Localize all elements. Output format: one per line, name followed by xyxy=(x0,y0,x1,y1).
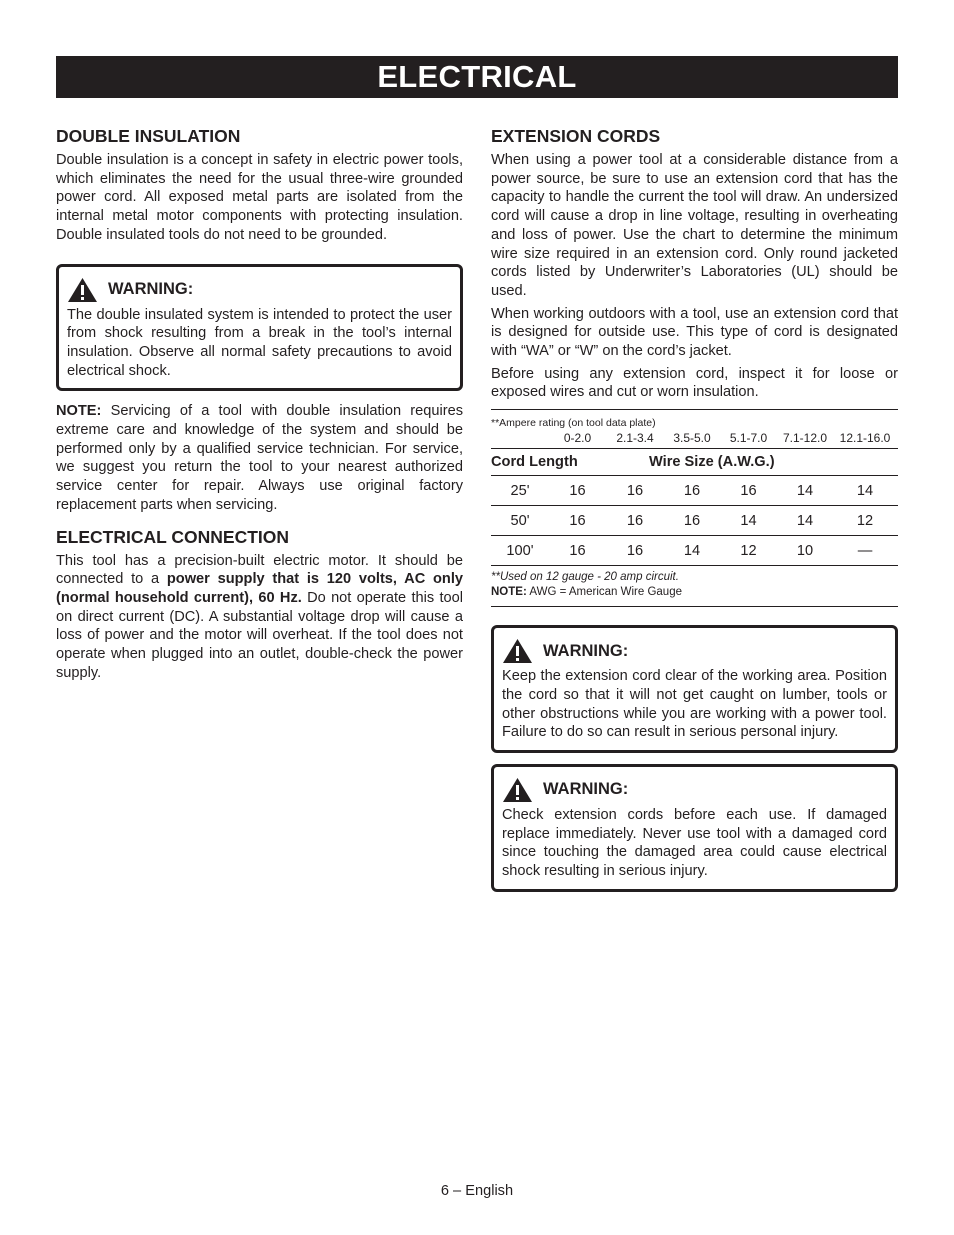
warning-header xyxy=(502,777,887,803)
ampere-range: 12.1-16.0 xyxy=(839,431,891,446)
wire-size-cell: 16 xyxy=(626,482,644,499)
wire-size-cell: 14 xyxy=(796,482,814,499)
ampere-range: 7.1-12.0 xyxy=(782,431,828,446)
extension-cords-heading: EXTENSION CORDS xyxy=(491,126,661,146)
warning-box-insulation xyxy=(56,264,463,392)
servicing-note xyxy=(56,402,463,514)
table-row xyxy=(491,506,898,536)
table-notes xyxy=(491,566,898,607)
warning-header xyxy=(502,638,887,664)
warning-text: The double insulated system is intended to protect the user from shock resulting from a break in the tool’s internal insulation. Observe all normal safety precautions to avoid electrical shock. xyxy=(67,306,452,379)
extension-cords-para-1: When using a power tool at a considerable distance from a power source, be sure to use an extension cord that has the capacity to handle the current the tool will draw. An undersized cord will cause a drop in line voltage, resulting in overheating and loss of power. Use the chart to determine the minimum wire size required in an extension cord. Only round jacketed cords listed by Underwriter’s Laboratories (UL) should be used. xyxy=(491,152,898,299)
wire-size-cell: 16 xyxy=(626,512,644,529)
power-supply-spec: power supply that is 120 volts, AC only (normal household current), 60 Hz. xyxy=(56,571,463,606)
cord-length-cell: 100' xyxy=(506,542,534,559)
electrical-connection-heading: ELECTRICAL CONNECTION xyxy=(56,526,290,547)
cord-length-cell: 25' xyxy=(510,482,530,499)
wire-size-cell: 16 xyxy=(683,482,701,499)
warning-title: WARNING: xyxy=(543,641,629,660)
wire-size-cell: 14 xyxy=(740,512,757,529)
wire-size-cell: 16 xyxy=(569,542,586,559)
table-header-row xyxy=(491,448,898,476)
cord-length-header: Cord Length xyxy=(491,454,578,471)
wire-size-cell: 16 xyxy=(569,512,586,529)
warning-text: Check extension cords before each use. If damaged replace immediately. Never use tool with a damaged cord since touching the damaged area could cause electrical shock resulting in serious injury. xyxy=(502,806,887,880)
table-footnote: **Used on 12 gauge - 20 amp circuit. xyxy=(491,571,679,584)
ampere-range-row xyxy=(491,430,898,446)
table-row xyxy=(491,476,898,506)
extension-cords-para-3: Before using any extension cord, inspect it for loose or exposed wires and cut or worn insulation. xyxy=(491,365,898,401)
connection-text-start: This tool has a precision-built electric motor. It should be connected to a xyxy=(56,552,463,588)
warning-triangle-icon xyxy=(67,277,98,303)
page-title: ELECTRICAL xyxy=(377,59,577,94)
wire-size-cell: 16 xyxy=(569,482,586,499)
cord-length-cell: 50' xyxy=(510,512,530,529)
awg-note-text: AWG = American Wire Gauge xyxy=(526,586,682,599)
wire-size-cell: 14 xyxy=(856,482,874,499)
warning-header xyxy=(67,277,452,303)
wire-size-header: Wire Size (A.W.G.) xyxy=(649,454,775,471)
page-footer xyxy=(0,1183,954,1199)
warning-triangle-icon xyxy=(502,777,533,803)
note-text: Servicing of a tool with double insulation requires extreme care and knowledge of the system and should be performed only by a qualified service technician. For service, we suggest you return the tool to your nearest authorized service center for repair. Always use original factory replacement parts when servicing. xyxy=(56,403,463,513)
warning-triangle-icon xyxy=(502,638,533,664)
extension-cords-para-2: When working outdoors with a tool, use an extension cord that is designed for outside use. This type of cord is designated with “WA” or “W” on the cord’s jacket. xyxy=(491,305,898,360)
awg-note xyxy=(491,585,898,600)
wire-size-cell: 16 xyxy=(740,482,757,499)
left-column xyxy=(56,126,463,682)
table-row xyxy=(491,536,898,566)
wire-size-cell: 14 xyxy=(683,542,701,559)
warning-title: WARNING: xyxy=(108,280,194,299)
ampere-range: 3.5-5.0 xyxy=(673,431,711,446)
ampere-range: 0-2.0 xyxy=(563,431,592,446)
wire-size-cell: 12 xyxy=(856,512,874,529)
section-title-bar xyxy=(56,56,898,98)
double-insulation-heading: DOUBLE INSULATION xyxy=(56,126,241,146)
ampere-range: 5.1-7.0 xyxy=(729,431,768,446)
note-label: NOTE: xyxy=(56,403,102,420)
warning-title: WARNING: xyxy=(543,780,629,799)
wire-size-cell: 10 xyxy=(796,542,814,559)
awg-note-label: NOTE: xyxy=(491,586,527,599)
ampere-range: 2.1-3.4 xyxy=(616,431,654,446)
warning-text: Keep the extension cord clear of the working area. Position the cord so that it will not get caught on lumber, tools or other obstructions while you are working with a power tool. Failure to do so can result in serious personal injury. xyxy=(502,668,887,741)
electrical-connection-text xyxy=(56,552,463,683)
wire-size-cell: 16 xyxy=(683,512,701,529)
wire-size-cell: — xyxy=(857,542,873,559)
wire-size-cell: 12 xyxy=(740,542,757,559)
connection-text-end: Do not operate this tool on direct current (DC). A substantial voltage drop will cause a loss of power and the motor will overheat. If the tool does not operate when plugged into an outlet, double-check the power supply. xyxy=(56,589,463,681)
warning-box-cord-inspection xyxy=(491,764,898,892)
double-insulation-text: Double insulation is a concept in safety in electric power tools, which eliminates the need for the usual three-wire grounded power cord. All exposed metal parts are isolated from the internal metal motor components with protecting insulation. Double insulated tools do not need to be grounded. xyxy=(56,152,463,243)
right-column xyxy=(491,126,898,892)
warning-box-cord-clearance xyxy=(491,625,898,753)
wire-size-table xyxy=(491,409,898,607)
wire-size-cell: 14 xyxy=(796,512,814,529)
page-number: 6 – English xyxy=(440,1183,514,1199)
ampere-rating-label: **Ampere rating (on tool data plate) xyxy=(491,417,656,430)
wire-size-cell: 16 xyxy=(626,542,644,559)
